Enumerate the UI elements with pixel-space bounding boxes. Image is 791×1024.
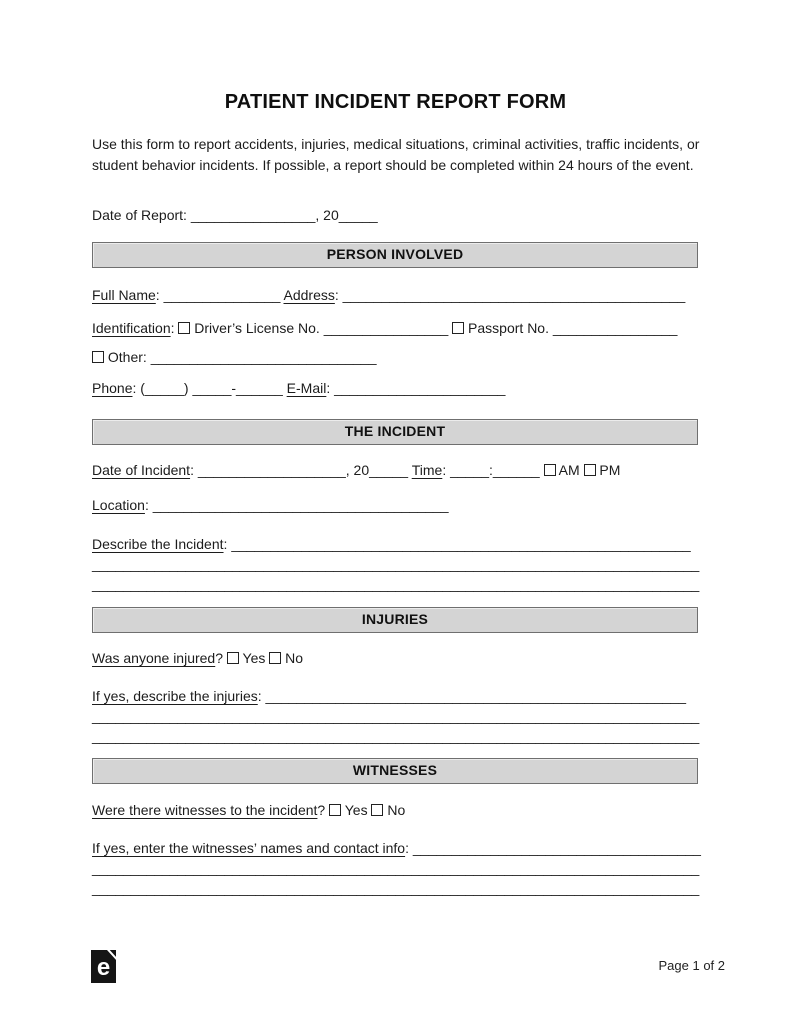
text-segment: Yes <box>341 802 372 818</box>
identification-line <box>92 320 752 337</box>
text-segment: : <box>190 462 198 478</box>
text-segment: PM <box>595 462 621 478</box>
form-title: PATIENT INCIDENT REPORT FORM <box>224 91 567 113</box>
field-label: Identification <box>92 320 171 336</box>
describe-injuries-ruled-line: ______________________________________________________________________________ <box>92 728 700 744</box>
text-segment: Passport No. <box>464 320 553 336</box>
witnesses-question-line <box>92 802 752 819</box>
text-segment: No <box>281 650 304 666</box>
date-of-report-line <box>92 207 752 224</box>
text-segment: : <box>442 462 451 478</box>
blank-drivers-license-no: ________________ <box>323 320 449 336</box>
identification-other-line <box>92 349 752 366</box>
blank-incident-date: ___________________ <box>197 462 346 478</box>
section-header-witnesses: WITNESSES <box>92 758 698 784</box>
checkbox-am[interactable] <box>544 464 556 476</box>
blank-describe-injuries: ______________________________________________________ <box>265 688 686 704</box>
text-segment: AM <box>555 462 584 478</box>
blank-describe-incident: ___________________________________________________________ <box>231 536 691 552</box>
location-line <box>92 497 752 514</box>
blank-phone-prefix: _____ <box>192 380 232 396</box>
describe-injuries-line <box>92 688 752 705</box>
text-segment: : <box>257 688 266 704</box>
text-segment: ? <box>215 650 227 666</box>
text-segment: : <box>334 287 343 303</box>
field-label: If yes, describe the injuries <box>92 688 258 704</box>
text-segment: : <box>223 536 232 552</box>
text-segment: Yes <box>238 650 270 666</box>
checkbox-passport[interactable] <box>452 322 464 334</box>
blank-other-id: _____________________________ <box>150 349 377 365</box>
logo-letter: e <box>96 954 111 981</box>
text-segment: - <box>231 380 237 396</box>
checkbox-witnesses-no[interactable] <box>371 804 383 816</box>
blank-full-name: _______________ <box>163 287 281 303</box>
blank-incident-year: _____ <box>369 462 409 478</box>
describe-injuries-ruled-line: ______________________________________________________________________________ <box>92 708 700 724</box>
text-segment: : ( <box>132 380 145 396</box>
witness-names-line <box>92 840 752 857</box>
blank-area-code: _____ <box>144 380 184 396</box>
checkbox-witnesses-yes[interactable] <box>329 804 341 816</box>
phone-email-line <box>92 380 752 397</box>
text-segment: : <box>326 380 335 396</box>
field-label: Time <box>411 462 443 478</box>
field-label: Phone <box>92 380 133 396</box>
section-header-person-involved: PERSON INVOLVED <box>92 242 698 268</box>
witness-names-ruled-line: ______________________________________________________________________________ <box>92 860 700 876</box>
checkbox-injured-yes[interactable] <box>227 652 239 664</box>
text-segment: , 20 <box>315 207 339 223</box>
text-segment: Date of Report: <box>92 207 191 223</box>
field-label: Describe the Incident <box>92 536 224 552</box>
form-instructions: Use this form to report accidents, injuries, medical situations, criminal activities, traffic incidents, or student behavior incidents. If possible, a report should be completed within 24 hours of the event. <box>92 136 700 173</box>
section-header-injuries: INJURIES <box>92 607 698 633</box>
checkbox-drivers-license[interactable] <box>178 322 190 334</box>
describe-incident-ruled-line: ______________________________________________________________________________ <box>92 576 700 592</box>
field-label: Was anyone injured <box>92 650 216 666</box>
full-name-address-line <box>92 287 752 304</box>
blank-address: ____________________________________________ <box>342 287 686 303</box>
field-label: If yes, enter the witnesses’ names and contact info <box>92 840 406 856</box>
text-segment: No <box>383 802 406 818</box>
field-label: Location <box>92 497 145 513</box>
text-segment: : <box>405 840 413 856</box>
blank-year: _____ <box>338 207 378 223</box>
blank-date-of-report: ________________ <box>190 207 316 223</box>
blank-time-hour: _____ <box>450 462 490 478</box>
witness-names-ruled-line: ______________________________________________________________________________ <box>92 880 700 896</box>
checkbox-injured-no[interactable] <box>269 652 281 664</box>
blank-email: ______________________ <box>334 380 506 396</box>
text-segment: , 20 <box>345 462 370 478</box>
text-segment: : <box>170 320 179 336</box>
blank-witness-names: _____________________________________ <box>412 840 701 856</box>
text-segment: : <box>144 497 153 513</box>
field-label: Address <box>283 287 335 303</box>
checkbox-pm[interactable] <box>584 464 596 476</box>
date-of-incident-line <box>92 462 752 479</box>
field-label: Were there witnesses to the incident <box>92 802 318 818</box>
field-label: E-Mail <box>286 380 327 396</box>
blank-passport-no: ________________ <box>552 320 678 336</box>
blank-location: ______________________________________ <box>152 497 449 513</box>
text-segment: Driver’s License No. <box>190 320 324 336</box>
text-segment: : <box>489 462 493 478</box>
text-segment: ) <box>183 380 193 396</box>
anyone-injured-line <box>92 650 752 667</box>
text-segment: ? <box>317 802 330 818</box>
blank-time-minute: ______ <box>492 462 540 478</box>
checkbox-other-id[interactable] <box>92 351 104 363</box>
text-segment: Other: <box>104 349 151 365</box>
page-number: Page 1 of 2 <box>658 958 725 973</box>
blank-phone-suffix: ______ <box>236 380 283 396</box>
describe-incident-line <box>92 536 752 553</box>
field-label: Full Name <box>92 287 156 303</box>
section-header-the-incident: THE INCIDENT <box>92 419 698 445</box>
describe-incident-ruled-line: ______________________________________________________________________________ <box>92 556 700 572</box>
field-label: Date of Incident <box>92 462 191 478</box>
text-segment: : <box>155 287 164 303</box>
